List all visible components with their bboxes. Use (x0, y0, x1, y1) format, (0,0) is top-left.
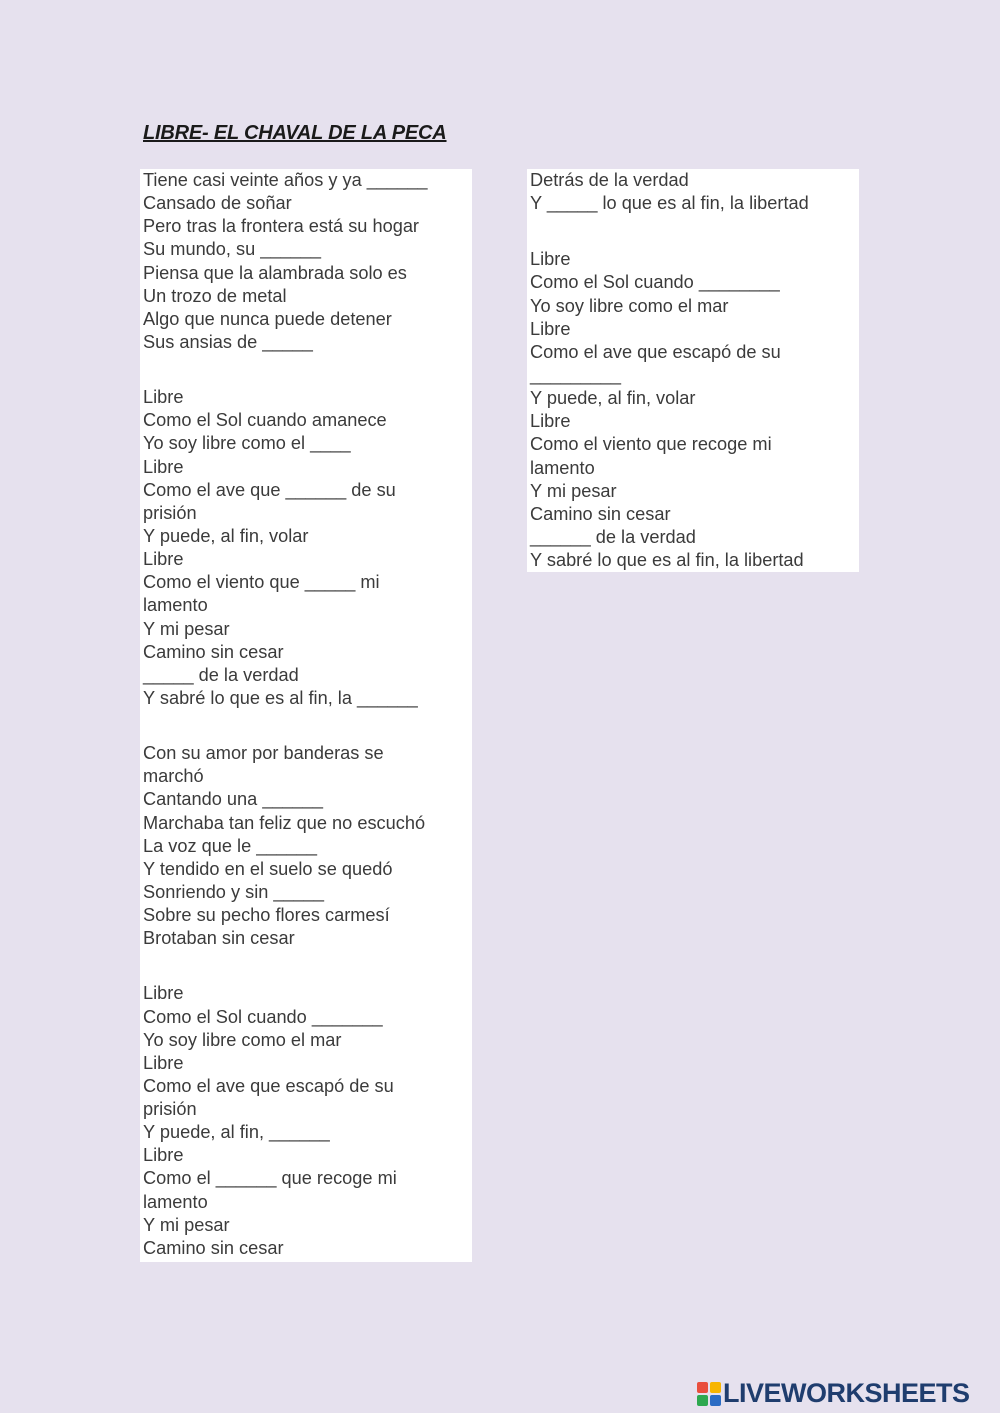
lyrics-column-left (140, 169, 472, 1262)
lyric-line: _________ (530, 364, 622, 385)
lyric-line: Su mundo, su ______ (143, 239, 321, 260)
lyric-line: Y sabré lo que es al fin, la libertad (530, 550, 804, 571)
lyric-line: Sonriendo y sin _____ (143, 881, 324, 902)
stanza-2 (143, 386, 470, 710)
lyric-line: Como el viento que recoge mi (530, 434, 772, 455)
lyric-line: Y puede, al fin, volar (143, 525, 309, 546)
lyric-line: Y puede, al fin, ______ (143, 1122, 330, 1143)
liveworksheets-logo (697, 1378, 970, 1409)
lyric-line: _____ de la verdad (143, 664, 299, 685)
lyric-line: Libre (530, 411, 571, 432)
lyric-line: Como el Sol cuando _______ (143, 1006, 383, 1027)
lyric-line: Sus ansias de _____ (143, 331, 313, 352)
lyric-line: Libre (143, 983, 184, 1004)
lyric-line: La voz que le ______ (143, 835, 317, 856)
lyric-line: Con su amor por banderas se (143, 743, 384, 764)
lyric-line: lamento (530, 457, 595, 478)
lyric-line: Pero tras la frontera está su hogar (143, 216, 419, 237)
lyric-line: prisión (143, 1099, 197, 1120)
lyric-line: Algo que nunca puede detener (143, 308, 392, 329)
lyric-line: lamento (143, 1191, 208, 1212)
lyric-line: Detrás de la verdad (530, 170, 689, 190)
stanza-1 (143, 169, 470, 354)
lyrics-column-right (527, 169, 859, 572)
lyric-line: Como el ave que escapó de su (143, 1075, 394, 1096)
lyric-line: Cansado de soñar (143, 193, 292, 214)
lyric-line: lamento (143, 595, 208, 616)
lyric-line: Brotaban sin cesar (143, 928, 295, 949)
lyric-line: Yo soy libre como el ____ (143, 433, 351, 454)
lyric-line: Libre (143, 549, 184, 570)
lyric-line: Sobre su pecho flores carmesí (143, 905, 390, 926)
lyric-line: Libre (143, 387, 184, 408)
lyric-line: Camino sin cesar (143, 641, 284, 662)
stanza-6 (530, 248, 857, 572)
logo-text: LIVEWORKSHEETS (723, 1378, 970, 1408)
lyric-line: Camino sin cesar (530, 503, 671, 524)
lyric-line: Tiene casi veinte años y ya ______ (143, 170, 428, 190)
stanza-3 (143, 742, 470, 950)
lyric-line: Libre (530, 249, 571, 270)
worksheet-title: LIBRE- EL CHAVAL DE LA PECA (143, 122, 447, 144)
lyric-line: Como el ave que escapó de su (530, 341, 781, 362)
lyric-line: Como el Sol cuando ________ (530, 272, 780, 293)
lyric-line: Piensa que la alambrada solo es (143, 262, 407, 283)
lyric-line: Como el ______ que recoge mi (143, 1168, 397, 1189)
lyric-line: Y puede, al fin, volar (530, 388, 696, 409)
lyric-line: Y _____ lo que es al fin, la libertad (530, 193, 809, 214)
lyric-line: Y mi pesar (143, 618, 230, 639)
lyric-line: Yo soy libre como el mar (530, 295, 729, 316)
stanza-5 (530, 169, 857, 215)
lyric-line: Como el Sol cuando amanece (143, 410, 387, 431)
lyric-line: Un trozo de metal (143, 285, 287, 306)
lyric-line: Y mi pesar (143, 1214, 230, 1235)
lyric-line: Cantando una ______ (143, 789, 324, 810)
lyric-line: Y tendido en el suelo se quedó (143, 858, 393, 879)
stanza-4 (143, 982, 470, 1260)
logo-grid-icon (697, 1382, 721, 1406)
lyric-line: Como el ave que ______ de su (143, 479, 396, 500)
lyric-line: Marchaba tan feliz que no escuchó (143, 812, 426, 833)
lyric-line: Como el viento que _____ mi (143, 572, 380, 593)
lyric-line: Y sabré lo que es al fin, la ______ (143, 687, 418, 708)
lyric-line: Libre (143, 1145, 184, 1166)
lyric-line: Libre (143, 1052, 184, 1073)
lyric-line: Yo soy libre como el mar (143, 1029, 342, 1050)
lyric-line: prisión (143, 502, 197, 523)
lyric-line: Libre (143, 456, 184, 477)
lyric-line: Y mi pesar (530, 480, 617, 501)
lyric-line: Camino sin cesar (143, 1237, 284, 1258)
lyric-line: Libre (530, 318, 571, 339)
lyric-line: ______ de la verdad (530, 526, 696, 547)
lyric-line: marchó (143, 766, 204, 787)
